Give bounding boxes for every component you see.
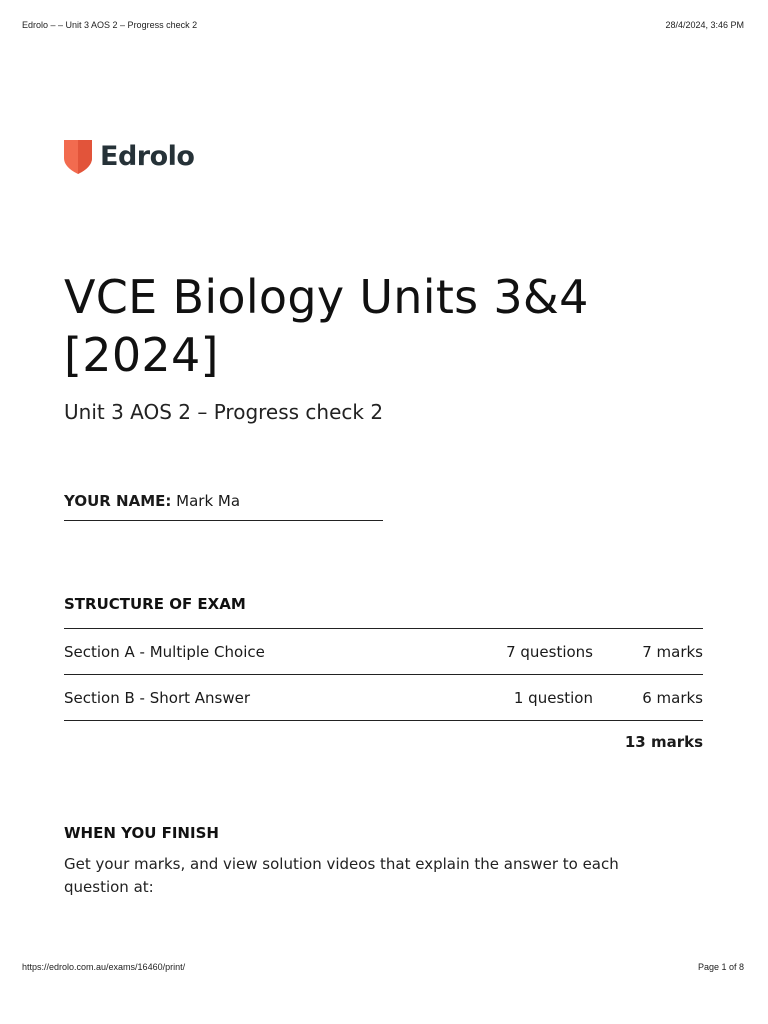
finish-heading: WHEN YOU FINISH [64,824,219,842]
page-subtitle: Unit 3 AOS 2 – Progress check 2 [64,400,384,424]
name-value: Mark Ma [176,492,241,510]
marks-count: 7 marks [593,629,703,675]
print-header-timestamp: 28/4/2024, 3:46 PM [665,20,744,30]
total-marks: 13 marks [64,721,703,764]
structure-heading: STRUCTURE OF EXAM [64,595,246,613]
table-row [64,675,703,721]
table-row [64,629,703,675]
print-footer-url: https://edrolo.com.au/exams/16460/print/ [22,962,186,972]
print-footer [22,962,744,972]
total-row [64,721,703,764]
page-number: Page 1 of 8 [697,962,744,972]
finish-text: Get your marks, and view solution videos that explain the answer to each question at: [64,855,619,896]
name-field [64,492,383,521]
section-name: Section A - Multiple Choice [64,629,433,675]
print-header [22,20,744,30]
section-name: Section B - Short Answer [64,675,433,721]
page-title: VCE Biology Units 3&4 [2024] [64,270,589,382]
marks-count: 6 marks [593,675,703,721]
print-header-title: Edrolo – – Unit 3 AOS 2 – Progress check 2 [22,20,198,30]
logo-text: Edrolo [100,140,195,172]
structure-table [64,628,703,763]
shield-icon [64,138,92,174]
edrolo-logo [64,138,194,174]
question-count: 1 question [433,675,593,721]
question-count: 7 questions [433,629,593,675]
name-label: YOUR NAME: [64,492,172,510]
